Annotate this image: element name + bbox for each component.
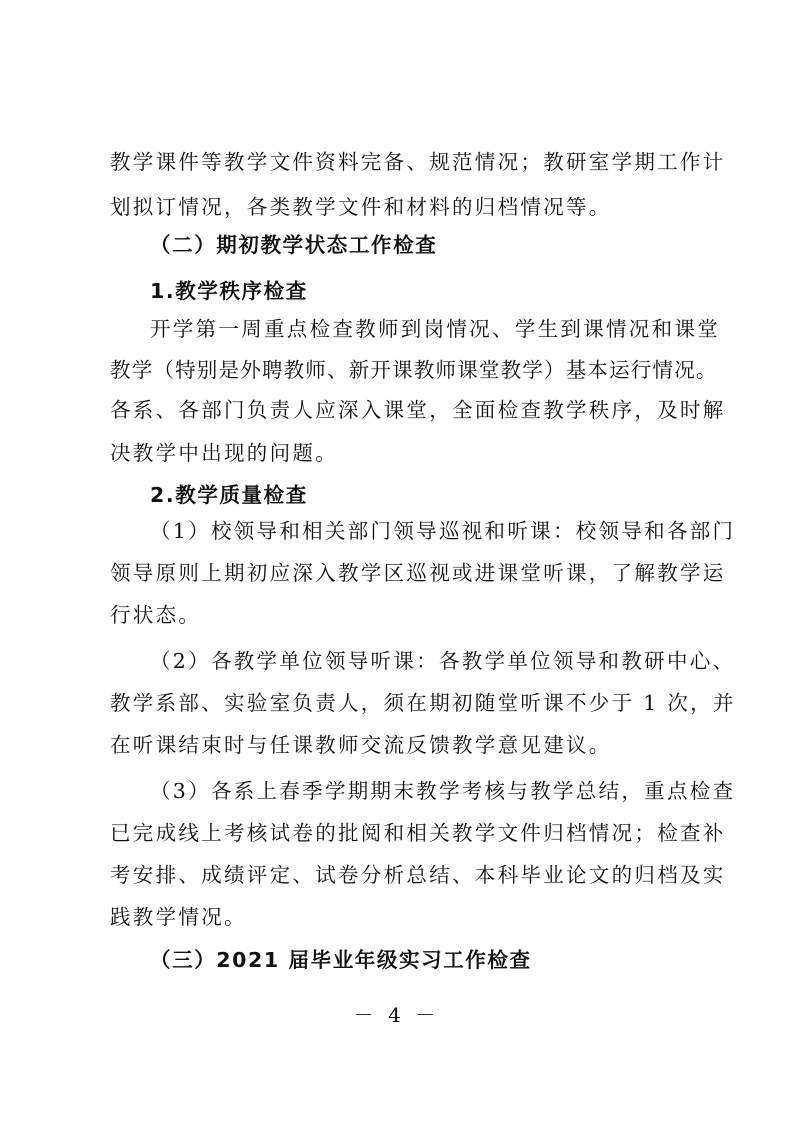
body-text-line: （2）各教学单位领导听课：各教学单位领导和教研中心、 [150, 649, 736, 673]
body-text-line: 开学第一周重点检查教师到岗情况、学生到课情况和课堂 [150, 317, 720, 341]
page-number: － 4 － [353, 1003, 440, 1027]
body-text-line: 教学（特别是外聘教师、新开课教师课堂教学）基本运行情况。 [110, 358, 718, 382]
body-text-line: 在听课结束时与任课教师交流反馈教学意见建议。 [110, 733, 612, 757]
subsection-heading: 1.教学秩序检查 [150, 279, 308, 303]
body-text-line: 领导原则上期初应深入教学区巡视或进课堂听课，了解教学运 [110, 561, 726, 585]
subsection-heading: 2.教学质量检查 [150, 483, 308, 507]
body-text-line: 教学系部、实验室负责人，须在期初随堂听课不少于 1 次，并 [110, 691, 736, 715]
section-heading: （三）2021 届毕业年级实习工作检查 [150, 948, 532, 972]
body-text-line: 考安排、成绩评定、试卷分析总结、本科毕业论文的归档及实 [110, 863, 726, 887]
body-text-line: 决教学中出现的问题。 [110, 441, 338, 465]
body-text-line: （1）校领导和相关部门领导巡视和听课：校领导和各部门 [150, 519, 736, 543]
body-text-line: 教学课件等教学文件资料完备、规范情况；教研室学期工作计 [110, 150, 726, 174]
body-text-line: 行状态。 [110, 603, 202, 627]
body-text-line: （3）各系上春季学期期末教学考核与教学总结，重点检查 [150, 779, 736, 803]
body-text-line: 已完成线上考核试卷的批阅和相关教学文件归档情况；检查补 [110, 821, 726, 845]
body-text-line: 划拟订情况，各类教学文件和材料的归档情况等。 [110, 195, 612, 219]
section-heading: （二）期初教学状态工作检查 [150, 233, 438, 257]
body-text-line: 践教学情况。 [110, 905, 247, 929]
body-text-line: 各系、各部门负责人应深入课堂，全面检查教学秩序，及时解 [110, 398, 726, 422]
